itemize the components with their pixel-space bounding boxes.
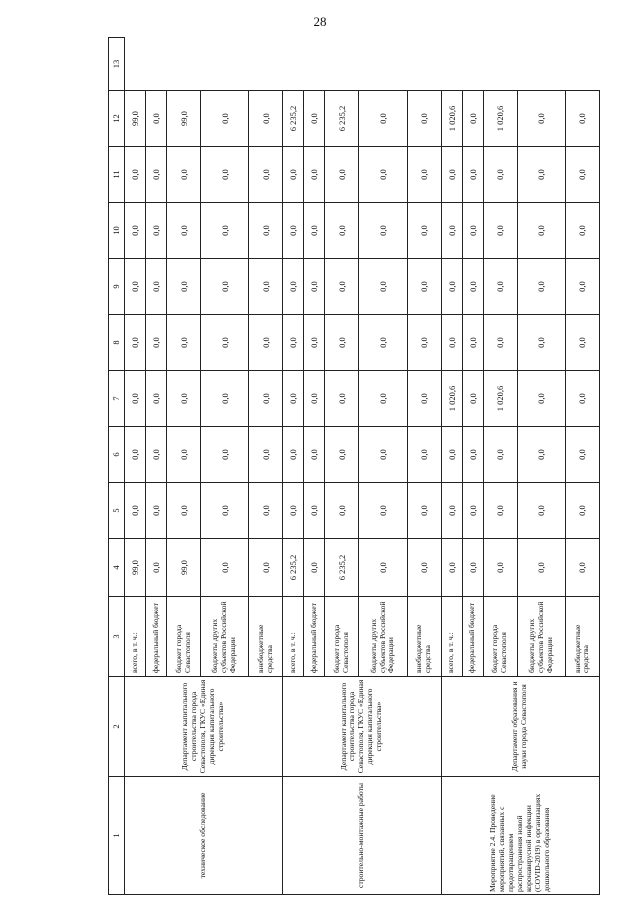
value-cell: 0,0 (146, 91, 167, 147)
table-row (125, 38, 146, 895)
value-cell: 0,0 (283, 371, 304, 427)
value-cell: 0,0 (304, 539, 325, 597)
value-cell: 0,0 (125, 315, 146, 371)
value-cell: 0,0 (304, 259, 325, 315)
funding-source-cell: бюджеты других субъектов Российской Федерации (517, 597, 565, 677)
value-cell: 6 235,2 (283, 539, 304, 597)
value-cell: 0,0 (146, 371, 167, 427)
value-cell: 0,0 (125, 147, 146, 203)
funding-source-cell: всего, в т. ч.: (441, 597, 462, 677)
value-cell: 0,0 (283, 203, 304, 259)
funding-source-cell: бюджеты других субъектов Российской Федерации (359, 597, 407, 677)
value-cell: 0,0 (407, 427, 441, 483)
table-row (283, 38, 304, 895)
value-cell: 0,0 (407, 259, 441, 315)
value-cell: 0,0 (325, 147, 359, 203)
activity-name-cell: техническое обследование (125, 777, 283, 895)
executor-cell: Департамент образования и науки города Севастополя (441, 677, 599, 777)
value-cell: 0,0 (249, 259, 283, 315)
value-cell: 0,0 (146, 147, 167, 203)
value-cell: 0,0 (201, 539, 249, 597)
value-cell: 0,0 (325, 371, 359, 427)
activity-name-cell: строительно-монтажные работы (283, 777, 441, 895)
value-cell: 1 020,6 (483, 371, 517, 427)
value-cell: 0,0 (201, 483, 249, 539)
value-cell: 0,0 (146, 539, 167, 597)
value-cell: 0,0 (483, 539, 517, 597)
table-row (441, 38, 462, 895)
value-cell: 0,0 (462, 91, 483, 147)
value-cell: 0,0 (359, 91, 407, 147)
value-cell: 0,0 (462, 539, 483, 597)
funding-source-cell: федеральный бюджет (462, 597, 483, 677)
value-cell: 0,0 (167, 203, 201, 259)
column-header: 13 (109, 38, 125, 91)
value-cell: 0,0 (483, 259, 517, 315)
value-cell: 0,0 (325, 427, 359, 483)
value-cell: 0,0 (483, 147, 517, 203)
value-cell: 0,0 (125, 483, 146, 539)
column-header: 3 (109, 597, 125, 677)
value-cell: 0,0 (283, 147, 304, 203)
value-cell: 0,0 (462, 483, 483, 539)
value-cell: 0,0 (565, 91, 599, 147)
funding-source-cell: всего, в т. ч.: (283, 597, 304, 677)
value-cell: 0,0 (483, 483, 517, 539)
value-cell: 0,0 (304, 371, 325, 427)
value-cell: 0,0 (359, 259, 407, 315)
value-cell: 0,0 (304, 427, 325, 483)
value-cell: 1 020,6 (441, 371, 462, 427)
column-header: 4 (109, 539, 125, 597)
value-cell: 0,0 (283, 483, 304, 539)
table-body (125, 38, 600, 895)
value-cell: 0,0 (146, 315, 167, 371)
value-cell: 0,0 (325, 315, 359, 371)
value-cell: 1 020,6 (441, 91, 462, 147)
column-header: 12 (109, 91, 125, 147)
value-cell: 0,0 (483, 315, 517, 371)
column-header: 9 (109, 259, 125, 315)
value-cell: 0,0 (249, 315, 283, 371)
value-cell: 0,0 (407, 203, 441, 259)
value-cell: 0,0 (201, 427, 249, 483)
value-cell: 0,0 (249, 483, 283, 539)
column-header: 8 (109, 315, 125, 371)
value-cell: 0,0 (249, 371, 283, 427)
value-cell: 0,0 (565, 483, 599, 539)
rotated-table-frame (108, 38, 600, 895)
value-cell: 0,0 (167, 315, 201, 371)
value-cell: 0,0 (517, 315, 565, 371)
value-cell: 0,0 (249, 203, 283, 259)
value-cell: 0,0 (517, 91, 565, 147)
value-cell: 0,0 (462, 427, 483, 483)
budget-table (108, 37, 600, 895)
value-cell: 0,0 (249, 427, 283, 483)
column-header: 2 (109, 677, 125, 777)
value-cell: 0,0 (407, 483, 441, 539)
funding-source-cell: бюджет города Севастополя (325, 597, 359, 677)
funding-source-cell: внебюджетные средства (249, 597, 283, 677)
value-cell: 0,0 (201, 371, 249, 427)
value-cell: 0,0 (167, 371, 201, 427)
value-cell: 0,0 (407, 147, 441, 203)
value-cell: 0,0 (565, 371, 599, 427)
value-cell: 0,0 (462, 371, 483, 427)
value-cell: 0,0 (407, 371, 441, 427)
value-cell: 6 235,2 (325, 91, 359, 147)
value-cell: 0,0 (125, 427, 146, 483)
value-cell: 0,0 (249, 91, 283, 147)
table-container (108, 38, 600, 895)
executor-cell: Департамент капитального строительства города Севастополя, ГКУС «Единая дирекция капитального строительства» (283, 677, 441, 777)
value-cell: 0,0 (125, 203, 146, 259)
value-cell: 0,0 (201, 259, 249, 315)
value-cell: 0,0 (565, 203, 599, 259)
funding-source-cell: внебюджетные средства (565, 597, 599, 677)
value-cell: 0,0 (565, 147, 599, 203)
value-cell: 0,0 (441, 427, 462, 483)
value-cell: 0,0 (407, 91, 441, 147)
value-cell: 0,0 (249, 147, 283, 203)
value-cell: 0,0 (462, 315, 483, 371)
value-cell: 0,0 (359, 483, 407, 539)
executor-cell: Департамент капитального строительства города Севастополя, ГКУС «Единая дирекция капитального строительства» (125, 677, 283, 777)
value-cell: 0,0 (359, 427, 407, 483)
column-header: 10 (109, 203, 125, 259)
value-cell: 0,0 (441, 203, 462, 259)
value-cell: 0,0 (304, 147, 325, 203)
column-header: 5 (109, 483, 125, 539)
value-cell: 1 020,6 (483, 91, 517, 147)
value-cell: 0,0 (359, 203, 407, 259)
page-number: 28 (313, 14, 327, 29)
value-cell: 0,0 (441, 315, 462, 371)
value-cell: 0,0 (325, 483, 359, 539)
value-cell: 0,0 (565, 259, 599, 315)
value-cell: 0,0 (565, 427, 599, 483)
value-cell: 0,0 (201, 203, 249, 259)
value-cell: 0,0 (462, 203, 483, 259)
value-cell: 0,0 (441, 539, 462, 597)
funding-source-cell: внебюджетные средства (407, 597, 441, 677)
value-cell: 0,0 (249, 539, 283, 597)
value-cell: 0,0 (517, 371, 565, 427)
value-cell: 0,0 (304, 203, 325, 259)
value-cell: 0,0 (517, 539, 565, 597)
value-cell: 0,0 (517, 427, 565, 483)
funding-source-cell: бюджет города Севастополя (483, 597, 517, 677)
value-cell: 0,0 (125, 259, 146, 315)
value-cell: 0,0 (359, 539, 407, 597)
value-cell: 0,0 (359, 371, 407, 427)
value-cell: 0,0 (283, 427, 304, 483)
header-row (109, 38, 125, 895)
column-header: 1 (109, 777, 125, 895)
value-cell: 0,0 (167, 147, 201, 203)
value-cell: 6 235,2 (283, 91, 304, 147)
value-cell: 0,0 (517, 203, 565, 259)
value-cell: 99,0 (167, 91, 201, 147)
value-cell: 0,0 (483, 203, 517, 259)
value-cell: 0,0 (201, 91, 249, 147)
value-cell: 0,0 (201, 147, 249, 203)
value-cell: 0,0 (462, 147, 483, 203)
value-cell: 0,0 (283, 315, 304, 371)
column-header: 11 (109, 147, 125, 203)
value-cell: 0,0 (146, 483, 167, 539)
value-cell: 99,0 (125, 91, 146, 147)
value-cell: 99,0 (125, 539, 146, 597)
value-cell: 0,0 (167, 483, 201, 539)
funding-source-cell: федеральный бюджет (304, 597, 325, 677)
value-cell: 0,0 (359, 315, 407, 371)
value-cell: 0,0 (325, 203, 359, 259)
value-cell: 0,0 (325, 259, 359, 315)
value-cell: 0,0 (146, 259, 167, 315)
value-cell: 99,0 (167, 539, 201, 597)
value-cell: 0,0 (283, 259, 304, 315)
value-cell: 0,0 (565, 539, 599, 597)
value-cell: 0,0 (167, 427, 201, 483)
column-header: 6 (109, 427, 125, 483)
value-cell: 0,0 (441, 259, 462, 315)
value-cell: 0,0 (517, 147, 565, 203)
value-cell: 0,0 (517, 259, 565, 315)
value-cell: 0,0 (167, 259, 201, 315)
value-cell: 0,0 (407, 315, 441, 371)
funding-source-cell: бюджеты других субъектов Российской Федерации (201, 597, 249, 677)
funding-source-cell: бюджет города Севастополя (167, 597, 201, 677)
value-cell: 0,0 (359, 147, 407, 203)
value-cell: 0,0 (441, 147, 462, 203)
value-cell: 0,0 (304, 483, 325, 539)
value-cell: 0,0 (441, 483, 462, 539)
value-cell: 0,0 (462, 259, 483, 315)
value-cell: 0,0 (146, 203, 167, 259)
funding-source-cell: федеральный бюджет (146, 597, 167, 677)
value-cell: 0,0 (304, 91, 325, 147)
value-cell: 0,0 (201, 315, 249, 371)
funding-source-cell: всего, в т. ч.: (125, 597, 146, 677)
value-cell: 0,0 (483, 427, 517, 483)
value-cell: 0,0 (125, 371, 146, 427)
value-cell: 6 235,2 (325, 539, 359, 597)
activity-name-cell: Мероприятие 2.4. Проведение мероприятий, связанных с предотвращением распространения новой коронавирусной инфекции (COVID-2019) в организациях дошкольного образования (441, 777, 599, 895)
value-cell: 0,0 (517, 483, 565, 539)
value-cell: 0,0 (304, 315, 325, 371)
value-cell: 0,0 (407, 539, 441, 597)
value-cell: 0,0 (146, 427, 167, 483)
value-cell: 0,0 (565, 315, 599, 371)
column-header: 7 (109, 371, 125, 427)
